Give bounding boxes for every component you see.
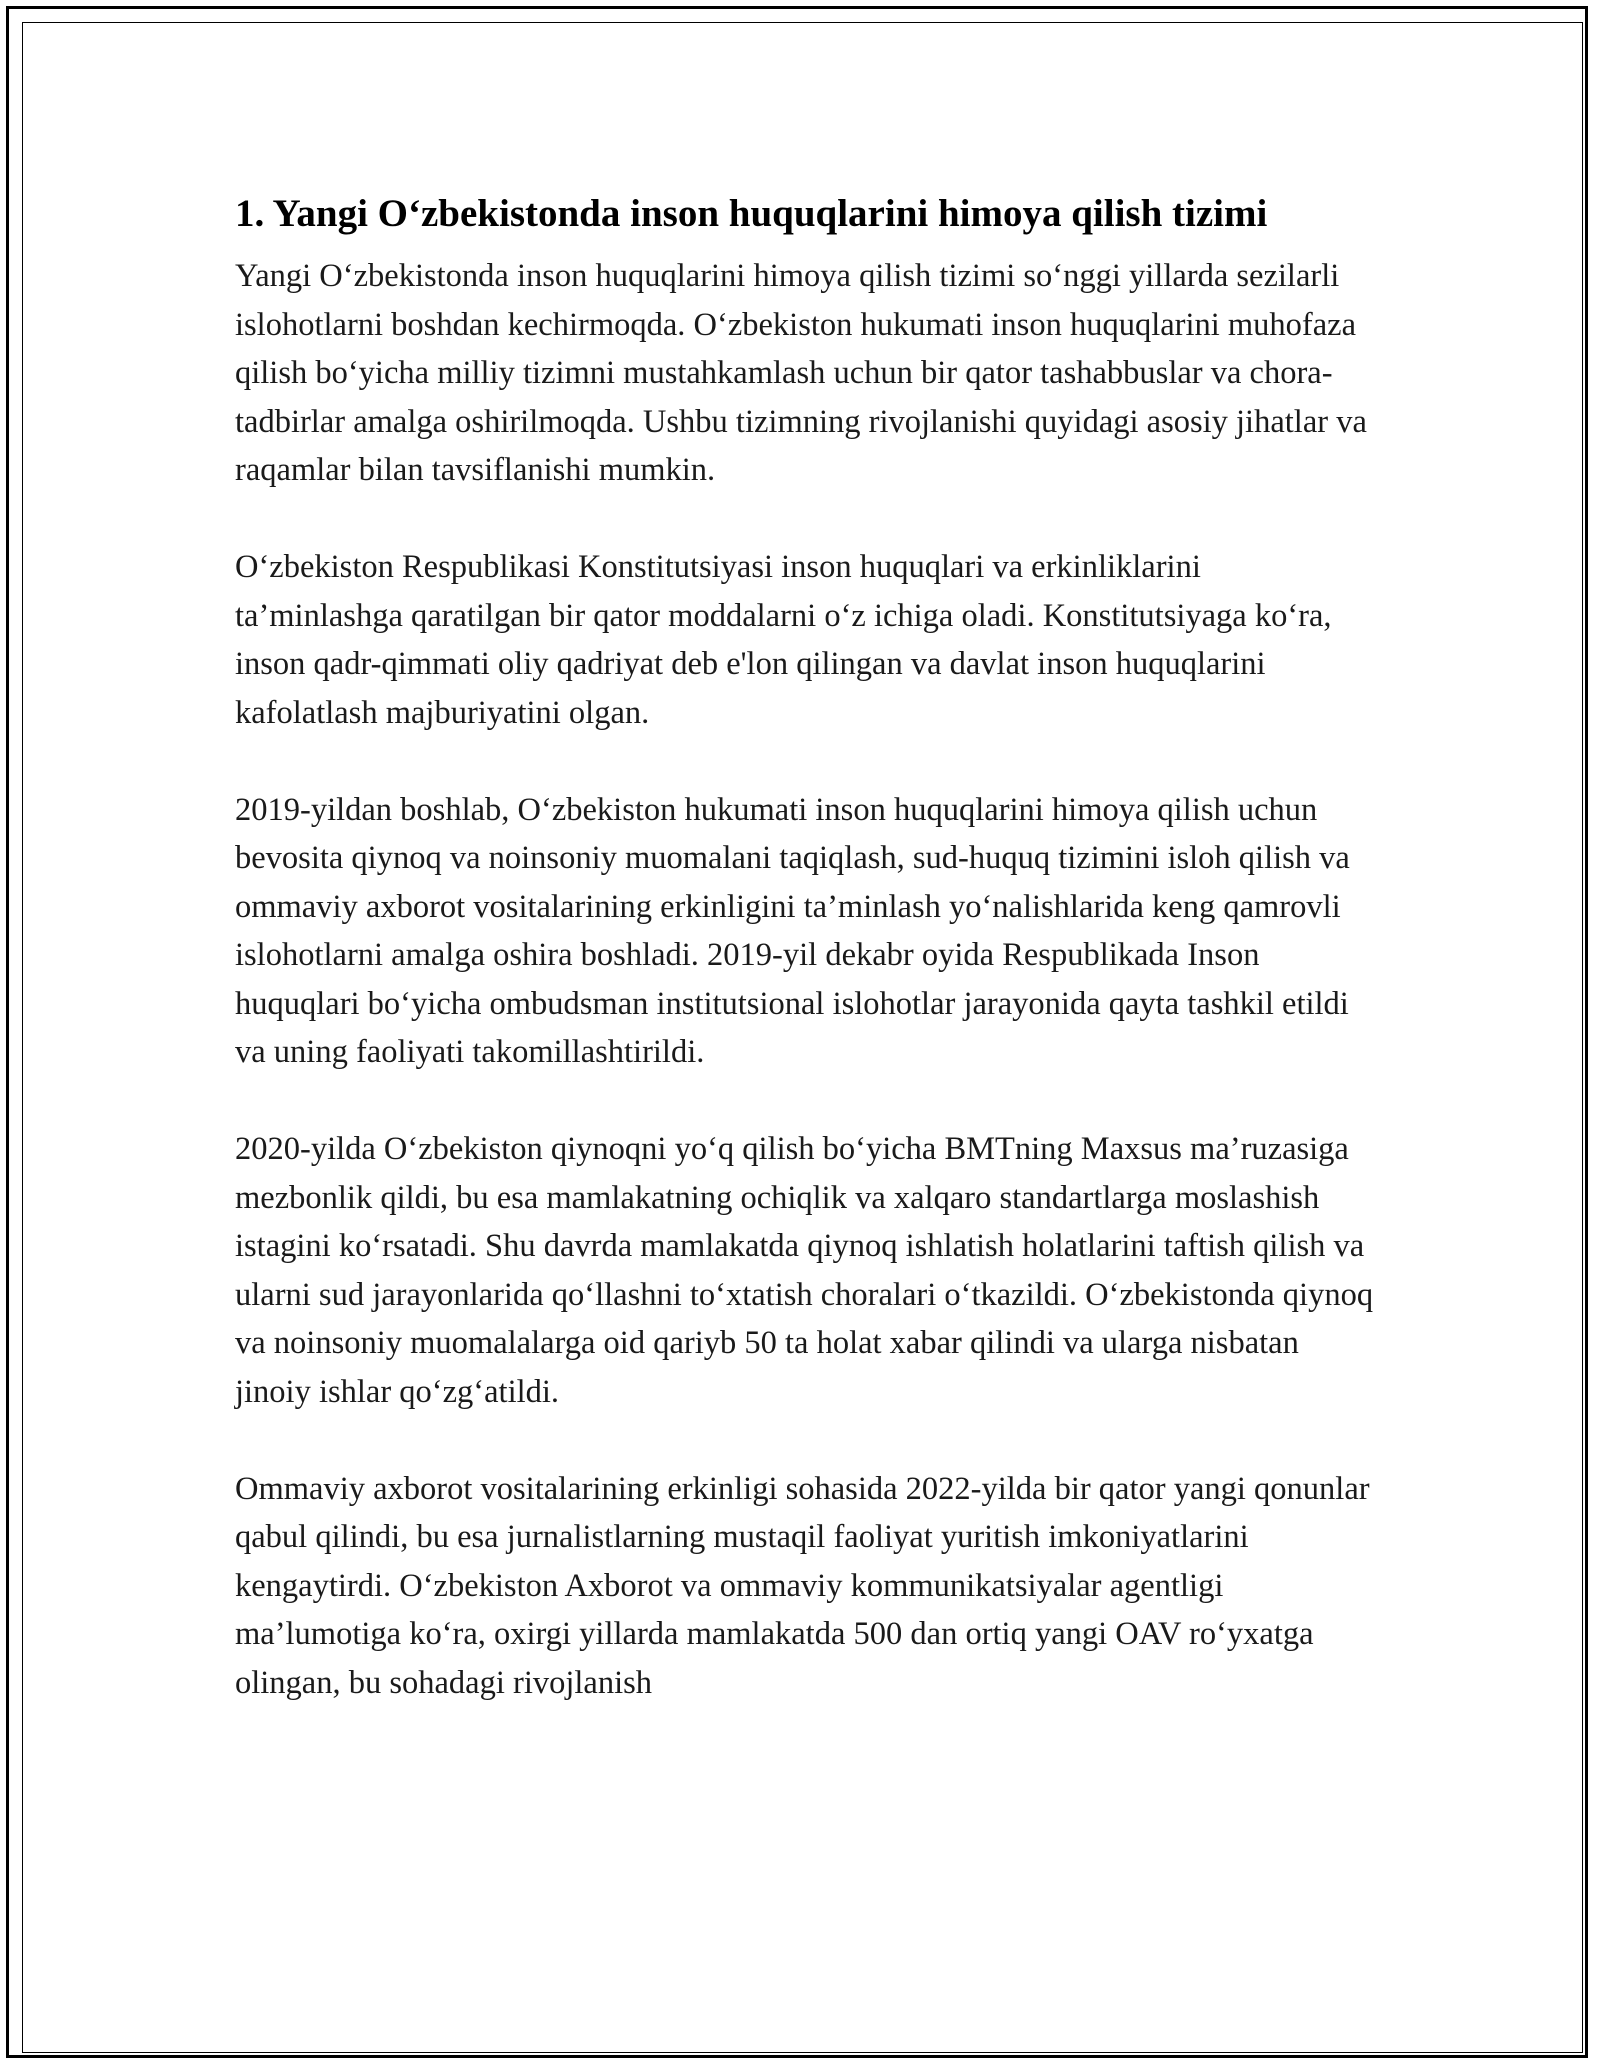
paragraph-constitution: O‘zbekiston Respublikasi Konstitutsiyasi inson huquqlari va erkinliklarini ta’minlashga qaratilgan bir qator moddalarni o‘z ichiga oladi. Konstitutsiyaga ko‘ra, inson qadr-qimmati oliy qadriyat deb e'lon qilingan va davlat inson huquqlarini kafolatlash majburiyatini olgan. [235,549,1332,731]
document-body [235,180,1375,1756]
paragraph-media-2022: Ommaviy axborot vositalarining erkinligi sohasida 2022-yilda bir qator yangi qonunlar qabul qilindi, bu esa jurnalistlarning mustaqil faoliyat yuritish imkoniyatlarini kengaytirdi. O‘zbekiston Axborot va ommaviy kommunikatsiyalar agentligi ma’lumotiga ko‘ra, oxirgi yillarda mamlakatda 500 dan ortiq yangi OAV ro‘yxatga olingan, bu sohadagi rivojlanish [235,1470,1370,1701]
paragraph-reforms-2019: 2019-yildan boshlab, O‘zbekiston hukumati inson huquqlarini himoya qilish uchun bevosita qiynoq va noinsoniy muomalani taqiqlash, sud-huquq tizimini isloh qilish va ommaviy axborot vositalarining erkinligini ta’minlash yo‘nalishlarida keng qamrovli islohotlarni amalga oshira boshladi. 2019-yil dekabr oyida Respublikada Inson huquqlari bo‘yicha ombudsman institutsional islohotlar jarayonida qayta tashkil etildi va uning faoliyati takomillashtirildi. [235,791,1350,1070]
paragraph-intro: Yangi O‘zbekistonda inson huquqlarini himoya qilish tizimi so‘nggi yillarda sezilarli islohotlarni boshdan kechirmoqda. O‘zbekiston hukumati inson huquqlarini muhofaza qilish bo‘yicha milliy tizimni mustahkamlash uchun bir qator tashabbuslar va chora-tadbirlar amalga oshirilmoqda. Ushbu tizimning rivojlanishi quyidagi asosiy jihatlar va raqamlar bilan tavsiflanishi mumkin. [235,258,1367,488]
paragraph-torture-2020: 2020-yilda O‘zbekiston qiynoqni yo‘q qilish bo‘yicha BMTning Maxsus ma’ruzasiga mezbonlik qildi, bu esa mamlakatning ochiqlik va xalqaro standartlarga moslashish istagini ko‘rsatadi. Shu davrda mamlakatda qiynoq ishlatish holatlarini taftish qilish va ularni sud jarayonlarida qo‘llashni to‘xtatish choralari o‘tkazildi. O‘zbekistonda qiynoq va noinsoniy muomalalarga oid qariyb 50 ta holat xabar qilindi va ularga nisbatan jinoiy ishlar qo‘zg‘atildi. [235,1131,1374,1410]
section-heading: 1. Yangi O‘zbekistonda inson huquqlarini himoya qilish tizimi [235,192,1268,235]
